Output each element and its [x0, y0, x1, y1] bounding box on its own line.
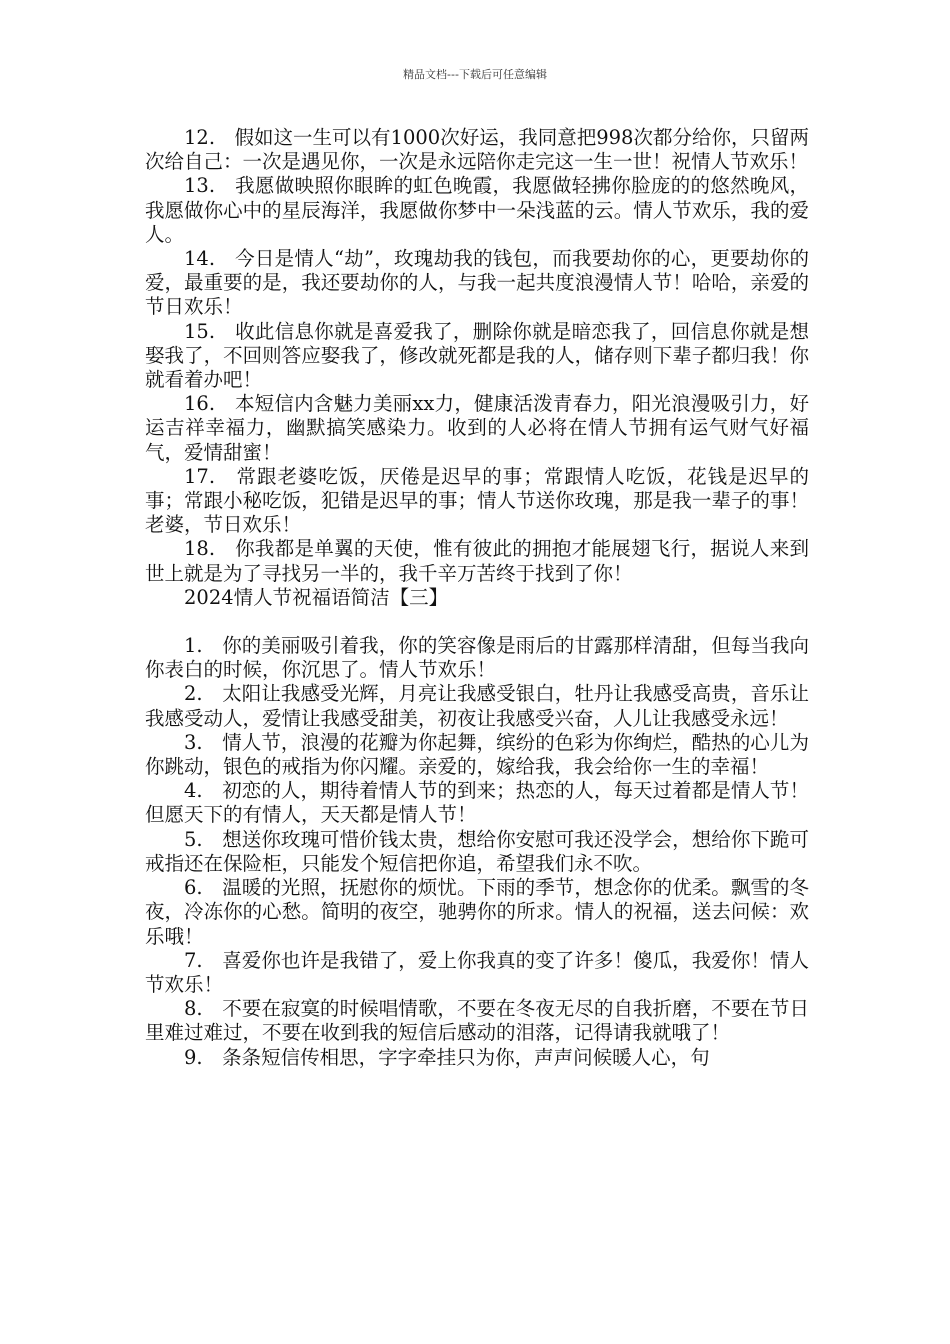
section-heading: 2024情人节祝福语简洁【三】 — [184, 585, 449, 609]
paragraph-14: 14. 今日是情人“劫”，玫瑰劫我的钱包，而我要劫你的心，更要劫你的爱，最重要的是，我还要劫你的人，与我一起共度浪漫情人节！哈哈，亲爱的节日欢乐！ — [145, 247, 809, 319]
paragraph-18: 18. 你我都是单翼的天使，惟有彼此的拥抱才能展翅飞行，据说人来到世上就是为了寻找另一半的，我千辛万苦终于找到了你！ — [145, 537, 809, 585]
blank-line — [145, 610, 809, 634]
paragraph-7: 7. 喜爱你也许是我错了，爱上你我真的变了许多！傻瓜，我爱你！情人节欢乐！ — [145, 948, 809, 996]
paragraph-13: 13. 我愿做映照你眼眸的虹色晚霞，我愿做轻拂你脸庞的的悠然晚风，我愿做你心中的星辰海洋，我愿做你梦中一朵浅蓝的云。情人节欢乐，我的爱人。 — [145, 174, 809, 246]
page-header: 精品文档---下载后可任意编辑 — [403, 68, 547, 81]
paragraph-1: 1. 你的美丽吸引着我，你的笑容像是雨后的甘露那样清甜，但每当我向你表白的时候，你沉思了。情人节欢乐！ — [145, 634, 809, 682]
paragraph-8: 8. 不要在寂寞的时候唱情歌，不要在冬夜无尽的自我折磨，不要在节日里难过难过，不要在收到我的短信后感动的泪落，记得请我就哦了！ — [145, 997, 809, 1045]
paragraph-2: 2. 太阳让我感受光辉，月亮让我感受银白，牡丹让我感受高贵，音乐让我感受动人，爱情让我感受甜美，初夜让我感受兴奋，人儿让我感受永远！ — [145, 682, 809, 730]
paragraph-12: 12. 假如这一生可以有1000次好运，我同意把998次都分给你，只留两次给自己：一次是遇见你，一次是永远陪你走完这一生一世！祝情人节欢乐！ — [145, 126, 809, 174]
paragraph-3: 3. 情人节，浪漫的花瓣为你起舞，缤纷的色彩为你绚烂，酷热的心儿为你跳动，银色的戒指为你闪耀。亲爱的，嫁给我，我会给你一生的幸福！ — [145, 730, 809, 779]
document-body — [145, 126, 809, 1070]
paragraph-15: 15. 收此信息你就是喜爱我了，删除你就是暗恋我了，回信息你就是想娶我了，不回则答应娶我了，修改就死都是我的人，储存则下辈子都归我！你就看着办吧！ — [145, 319, 809, 392]
paragraph-9: 9. 条条短信传相思，字字牵挂只为你，声声问候暖人心，句 — [184, 1045, 710, 1069]
paragraph-4: 4. 初恋的人，期待着情人节的到来；热恋的人，每天过着都是情人节！但愿天下的有情人，天天都是情人节！ — [145, 779, 809, 827]
paragraph-6: 6. 温暖的光照，抚慰你的烦忧。下雨的季节，想念你的优柔。飘雪的冬夜，冷冻你的心愁。简明的夜空，驰骋你的所求。情人的祝福，送去问候：欢乐哦！ — [145, 876, 809, 948]
paragraph-5: 5. 想送你玫瑰可惜价钱太贵，想给你安慰可我还没学会，想给你下跪可戒指还在保险柜，只能发个短信把你追，希望我们永不吹。 — [145, 827, 809, 875]
paragraph-17: 17. 常跟老婆吃饭，厌倦是迟早的事；常跟情人吃饭，花钱是迟早的事；常跟小秘吃饭，犯错是迟早的事；情人节送你玫瑰，那是我一辈子的事！老婆，节日欢乐！ — [145, 464, 809, 537]
paragraph-16: 16. 本短信内含魅力美丽xx力，健康活泼青春力，阳光浪漫吸引力，好运吉祥幸福力，幽默搞笑感染力。收到的人必将在情人节拥有运气财气好福气，爱情甜蜜！ — [145, 392, 809, 464]
